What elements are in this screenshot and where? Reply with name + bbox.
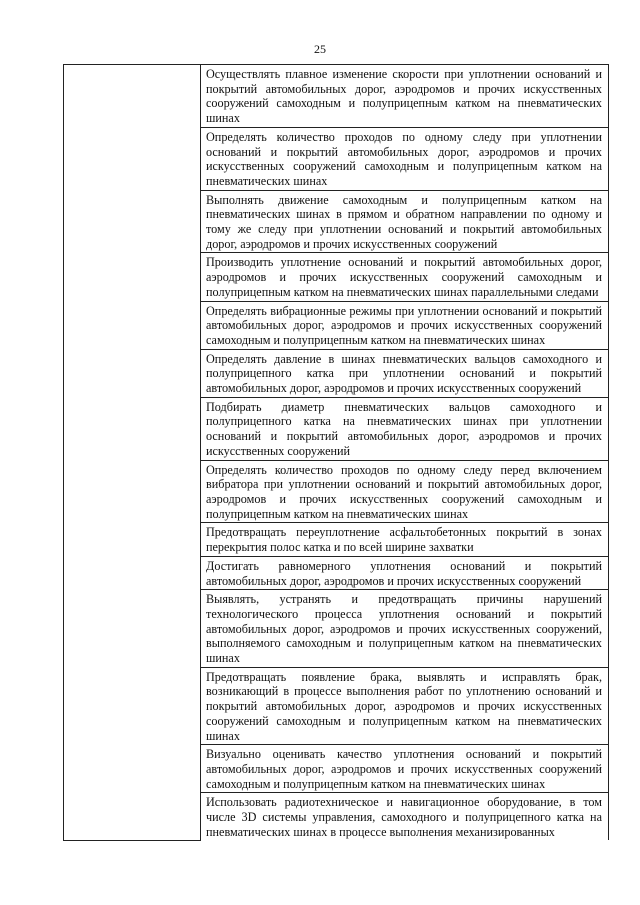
cell-text: Визуально оценивать качество уплотнения оснований и покрытий автомобильных дорог, аэродромов и прочих искусственных сооружений самоходным и полуприцепным катком на пневматических шинах [206, 747, 602, 791]
cell-text: Предотвращать переуплотнение асфальтобетонных покрытий в зонах перекрытия полос катка и по всей ширине захватки [206, 525, 602, 555]
cell-text: Осуществлять плавное изменение скорости при уплотнении оснований и покрытий автомобильных дорог, аэродромов и прочих искусственных сооружений самоходным и полуприцепным катком на пневматических шинах [206, 67, 602, 126]
cell-text: Определять вибрационные режимы при уплотнении оснований и покрытий автомобильных дорог, аэродромов и прочих искусственных сооружений самоходным и полуприцепным катком на пневматических шинах [206, 303, 602, 347]
table-cell [201, 397, 609, 460]
table-cell [201, 65, 609, 128]
table-cell [201, 590, 609, 668]
table-cell [201, 127, 609, 190]
cell-text: Предотвращать появление брака, выявлять и исправлять брак, возникающий в процессе выполнения работ по уплотнению оснований и покрытий автомобильных дорог, аэродромов и прочих искусственных сооружений самоходным и полуприцепным катком на пневматических шинах [206, 669, 602, 743]
table-cell [201, 556, 609, 589]
table-cell [201, 667, 609, 745]
table-cell [201, 523, 609, 556]
table-cell [201, 349, 609, 397]
page-number: 25 [314, 42, 326, 56]
table-cell [201, 793, 609, 841]
table-cell [201, 301, 609, 349]
table-cell [201, 253, 609, 301]
cell-text: Определять давление в шинах пневматических вальцов самоходного и полуприцепного катка при уплотнении оснований и покрытий автомобильных дорог, аэродромов и прочих искусственных сооружений [206, 351, 602, 396]
table-left-column [64, 65, 201, 841]
cell-text: Выявлять, устранять и предотвращать причины нарушений технологического процесса уплотнения оснований и покрытий автомобильных дорог, аэродромов и прочих искусственных сооружений, выполняемого самоходным и полуприцепным катком на пневматических шинах [206, 592, 602, 666]
cell-text: Подбирать диаметр пневматических вальцов самоходного и полуприцепного катка на пневматических шинах при уплотнении оснований и покрытий автомобильных дорог, аэродромов и прочих искусственных сооружений [206, 399, 602, 458]
cell-text: Производить уплотнение оснований и покрытий автомобильных дорог, аэродромов и прочих искусственных сооружений самоходным и полуприцепным катком на пневматических шинах параллельными следами [206, 255, 602, 299]
skills-table [63, 64, 609, 841]
cell-text: Использовать радиотехническое и навигационное оборудование, в том числе 3D системы управления, самоходного и полуприцепного катка на пневматических шинах в процессе выполнения механизированных [206, 795, 602, 839]
table-cell [201, 190, 609, 253]
table-cell [201, 460, 609, 523]
table-cell [201, 745, 609, 793]
table-row [64, 65, 609, 128]
cell-text: Определять количество проходов по одному следу перед включением вибратора при уплотнении оснований и покрытий автомобильных дорог, аэродромов и прочих искусственных сооружений самоходным и полуприцепным катком на пневматических шинах [206, 462, 602, 521]
cell-text: Определять количество проходов по одному следу при уплотнении оснований и покрытий автомобильных дорог, аэродромов и прочих искусственных сооружений самоходным и полуприцепным катком на пневматических шинах [206, 129, 602, 188]
cell-text: Выполнять движение самоходным и полуприцепным катком на пневматических шинах в прямом и обратном направлении по одному и тому же следу при уплотнении оснований и покрытий автомобильных дорог, аэродромов и прочих искусственных сооружений [206, 192, 602, 251]
skills-table-body [64, 65, 609, 841]
cell-text: Достигать равномерного уплотнения оснований и покрытий автомобильных дорог, аэродромов и прочих искусственных сооружений [206, 558, 602, 588]
page-bottom-margin [0, 893, 640, 905]
